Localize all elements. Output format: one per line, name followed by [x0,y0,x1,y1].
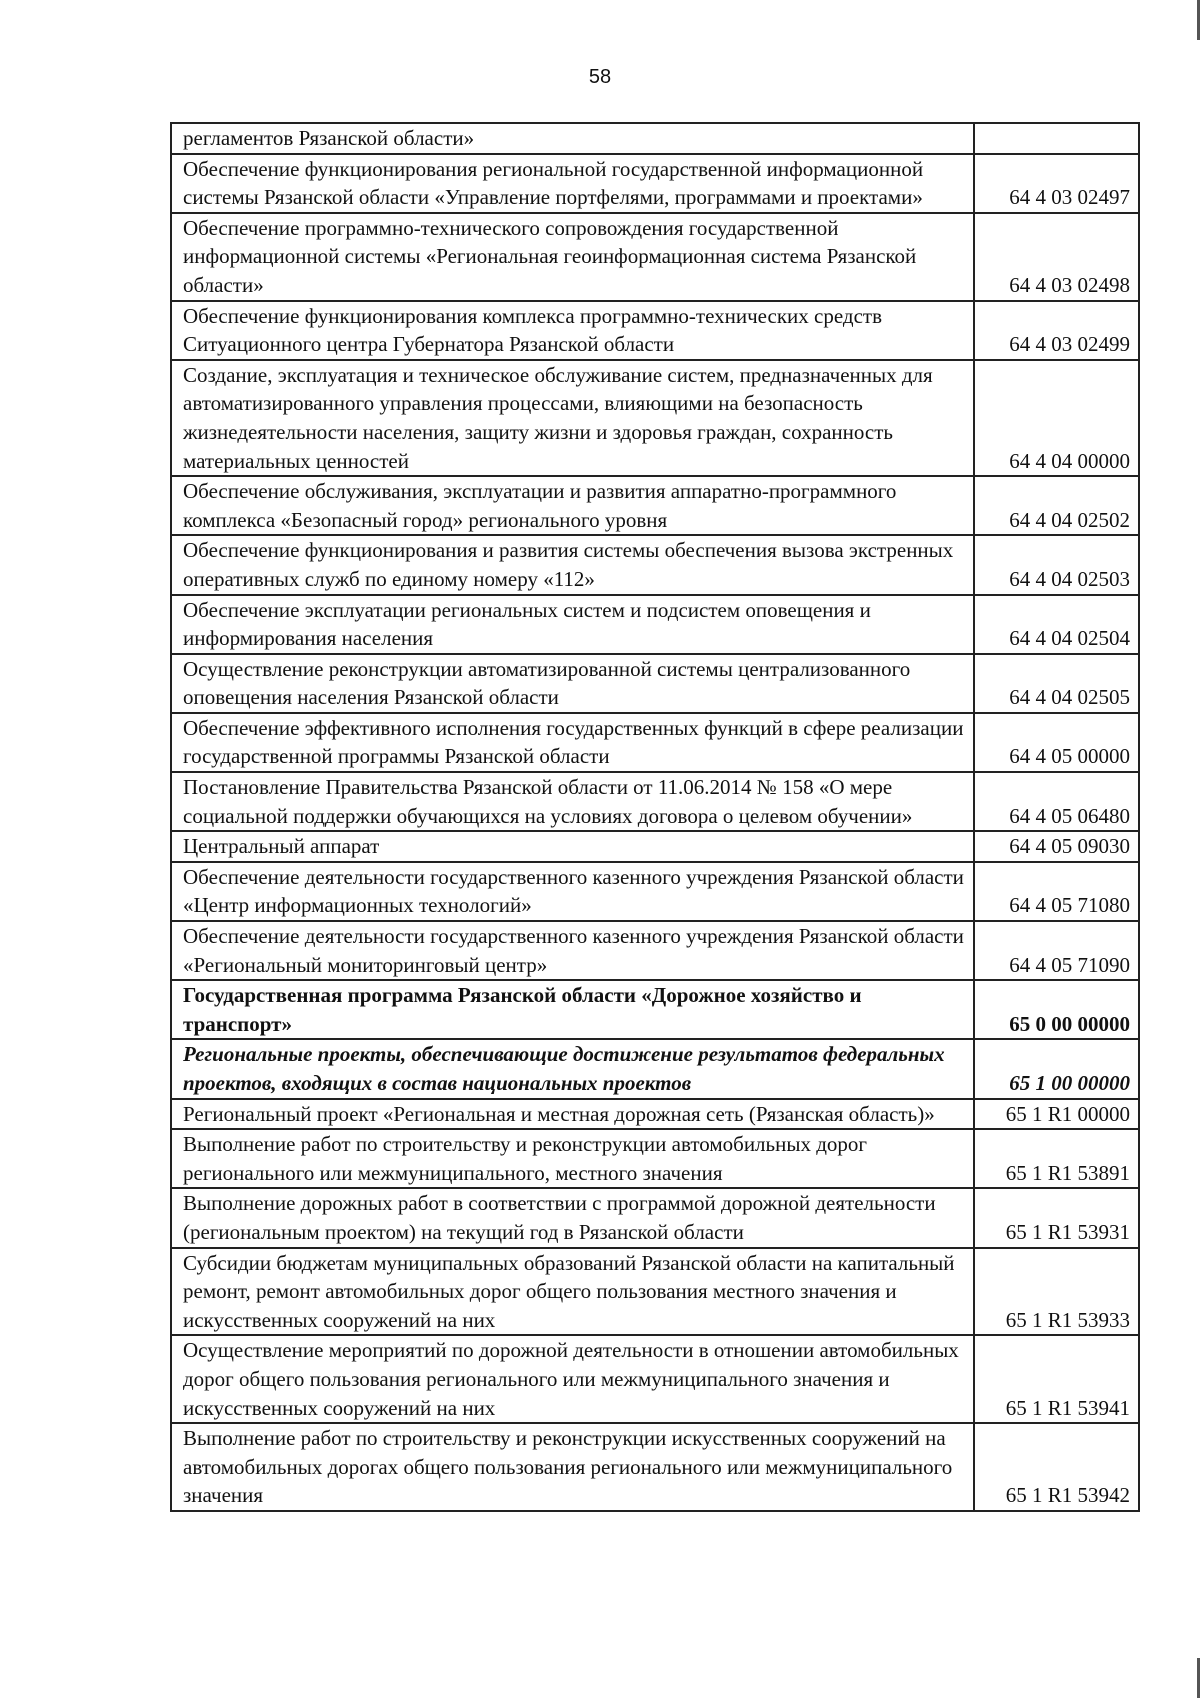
table-row [171,1248,1139,1336]
item-name: Постановление Правительства Рязанской области от 11.06.2014 № 158 «О мере социальной поддержки обучающихся на условиях договора о целевом обучении» [171,772,974,831]
item-code: 64 4 03 02497 [974,154,1139,213]
item-code: 65 1 R1 53931 [974,1188,1139,1247]
item-code: 64 4 05 00000 [974,713,1139,772]
table-row [171,123,1139,154]
item-name: Обеспечение эксплуатации региональных систем и подсистем оповещения и информирования населения [171,595,974,654]
item-code: 64 4 04 02502 [974,476,1139,535]
table-row [171,535,1139,594]
item-code: 65 1 R1 53933 [974,1248,1139,1336]
item-name: Обеспечение обслуживания, эксплуатации и развития аппаратно-программного комплекса «Безопасный город» регионального уровня [171,476,974,535]
item-name: Обеспечение деятельности государственного казенного учреждения Рязанской области «Региональный мониторинговый центр» [171,921,974,980]
item-code: 64 4 03 02498 [974,213,1139,301]
item-name: Региональные проекты, обеспечивающие достижение результатов федеральных проектов, входящих в состав национальных проектов [171,1039,974,1098]
item-name: регламентов Рязанской области» [171,123,974,154]
table-row [171,654,1139,713]
item-name: Государственная программа Рязанской области «Дорожное хозяйство и транспорт» [171,980,974,1039]
item-code: 64 4 04 02505 [974,654,1139,713]
table-row [171,713,1139,772]
item-code: 65 0 00 00000 [974,980,1139,1039]
item-name: Обеспечение функционирования и развития системы обеспечения вызова экстренных оперативных служб по единому номеру «112» [171,535,974,594]
item-name: Обеспечение программно-технического сопровождения государственной информационной системы «Региональная геоинформационная система Рязанской области» [171,213,974,301]
item-code: 65 1 R1 00000 [974,1099,1139,1130]
table-row [171,154,1139,213]
item-code: 64 4 04 00000 [974,360,1139,476]
table-row [171,831,1139,862]
item-code: 64 4 05 71090 [974,921,1139,980]
table-row [171,595,1139,654]
item-code: 65 1 00 00000 [974,1039,1139,1098]
item-code: 64 4 04 02504 [974,595,1139,654]
item-name: Обеспечение функционирования комплекса программно-технических средств Ситуационного центра Губернатора Рязанской области [171,301,974,360]
item-name: Центральный аппарат [171,831,974,862]
item-name: Создание, эксплуатация и техническое обслуживание систем, предназначенных для автоматизированного управления процессами, влияющими на безопасность жизнедеятельности населения, защиту жизни и здоровья граждан, сохранность материальных ценностей [171,360,974,476]
budget-classification-table [170,122,1140,1512]
page-number: 58 [588,66,612,88]
table-row [171,862,1139,921]
item-code: 64 4 04 02503 [974,535,1139,594]
item-name: Осуществление реконструкции автоматизированной системы централизованного оповещения населения Рязанской области [171,654,974,713]
table-row [171,1188,1139,1247]
table-row [171,360,1139,476]
table-row [171,921,1139,980]
table-row [171,476,1139,535]
item-name: Выполнение работ по строительству и реконструкции искусственных сооружений на автомобильных дорогах общего пользования регионального или межмуниципального значения [171,1423,974,1511]
table-row [171,1129,1139,1188]
table-row-subprogram [171,1039,1139,1098]
table-row [171,1423,1139,1511]
item-code: 64 4 05 71080 [974,862,1139,921]
table-row [171,213,1139,301]
item-name: Региональный проект «Региональная и местная дорожная сеть (Рязанская область)» [171,1099,974,1130]
item-code: 64 4 05 09030 [974,831,1139,862]
item-code [974,123,1139,154]
item-code: 65 1 R1 53891 [974,1129,1139,1188]
item-code: 64 4 05 06480 [974,772,1139,831]
item-name: Выполнение работ по строительству и реконструкции автомобильных дорог регионального или межмуниципального, местного значения [171,1129,974,1188]
table-row-program [171,980,1139,1039]
table-row [171,772,1139,831]
item-code: 65 1 R1 53942 [974,1423,1139,1511]
table-row [171,1099,1139,1130]
table-row [171,1335,1139,1423]
item-code: 64 4 03 02499 [974,301,1139,360]
item-code: 65 1 R1 53941 [974,1335,1139,1423]
item-name: Выполнение дорожных работ в соответствии с программой дорожной деятельности (региональным проектом) на текущий год в Рязанской области [171,1188,974,1247]
item-name: Осуществление мероприятий по дорожной деятельности в отношении автомобильных дорог общего пользования регионального или межмуниципального значения и искусственных сооружений на них [171,1335,974,1423]
item-name: Субсидии бюджетам муниципальных образований Рязанской области на капитальный ремонт, ремонт автомобильных дорог общего пользования местного значения и искусственных сооружений на них [171,1248,974,1336]
item-name: Обеспечение функционирования региональной государственной информационной системы Рязанской области «Управление портфелями, программами и проектами» [171,154,974,213]
item-name: Обеспечение эффективного исполнения государственных функций в сфере реализации государственной программы Рязанской области [171,713,974,772]
item-name: Обеспечение деятельности государственного казенного учреждения Рязанской области «Центр информационных технологий» [171,862,974,921]
table-row [171,301,1139,360]
